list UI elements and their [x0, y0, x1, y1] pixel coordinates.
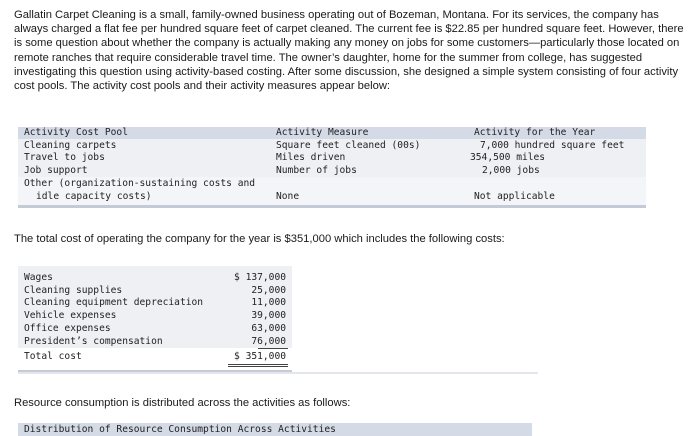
total-cost-label: Total cost [24, 351, 82, 362]
row-measure: Square feet cleaned (00s) [276, 139, 421, 151]
cost-label: Vehicle expenses [24, 310, 117, 322]
row-pool: Job support [24, 165, 88, 177]
cost-amount: 39,000 [251, 310, 286, 322]
intro-paragraph: Gallatin Carpet Cleaning is a small, family-owned business operating out of Bozeman, Montana. For its services, the company has always charged a flat fee per hundred square feet of carpet cleaned. The current fee is $22.85 per hundred square feet. However, there is some question about whether the company is actually making any money on jobs for some customers—particularly those located on remote ranches that require considerable travel time. The owner’s daughter, home for the summer from college, has suggested investigating this question using activity-based costing. After some discussion, she designed a simple system consisting of four activity cost pools. The activity cost pools and their activity measures appear below: [14, 9, 684, 93]
header-activity-for-year: Activity for the Year [474, 127, 596, 138]
cost-amount: 63,000 [251, 322, 286, 334]
row-pool: Other (organization-sustaining costs and [24, 177, 256, 189]
row-activity: 2,000 jobs [482, 165, 540, 177]
cost-label: Cleaning supplies [24, 284, 123, 296]
row-measure: None [276, 190, 300, 202]
resource-intro-text: Resource consumption is distributed across the activities as follows: [14, 397, 351, 409]
distribution-title: Distribution of Resource Consumption Across Activities [24, 424, 336, 435]
total-double-underline [228, 364, 288, 365]
cost-table [18, 266, 292, 370]
distribution-table-header [18, 423, 532, 436]
cost-label: Office expenses [24, 322, 111, 334]
cost-amount: $ 137,000 [234, 272, 286, 283]
subtotal-underline [258, 348, 288, 349]
row-activity: 7,000 hundred square feet [480, 139, 625, 151]
header-activity-measure: Activity Measure [276, 127, 369, 138]
cost-intro-text: The total cost of operating the company for the year is $351,000 which includes the following costs: [14, 233, 505, 245]
row-pool: Cleaning carpets [24, 139, 117, 151]
activity-table [18, 127, 646, 205]
cost-amount: 11,000 [251, 297, 286, 309]
row-activity: Not applicable [474, 190, 555, 202]
cost-label: President’s compensation [24, 335, 163, 347]
cost-label: Wages [24, 272, 53, 283]
row-measure: Miles driven [276, 152, 346, 164]
row-pool-continued: idle capacity costs) [36, 190, 152, 202]
row-activity: 354,500 miles [470, 152, 546, 164]
cost-label: Cleaning equipment depreciation [24, 297, 204, 309]
header-activity-cost-pool: Activity Cost Pool [24, 127, 128, 138]
total-cost-amount: $ 351,000 [234, 351, 286, 362]
cost-amount: 25,000 [251, 284, 286, 296]
table-bottom-rule [18, 205, 646, 208]
row-measure: Number of jobs [276, 165, 357, 177]
cost-amount: 76,000 [251, 335, 286, 347]
row-pool: Travel to jobs [24, 152, 105, 164]
